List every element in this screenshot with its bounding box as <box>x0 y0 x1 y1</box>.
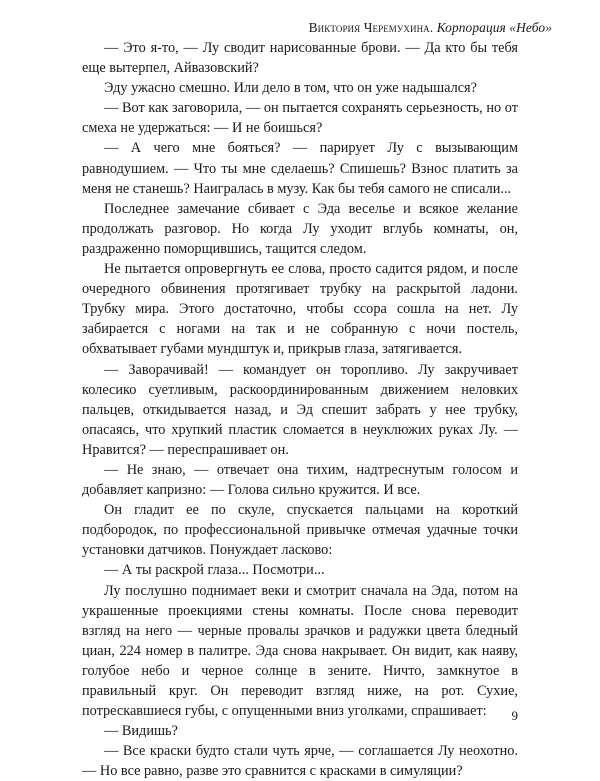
paragraph: — А ты раскрой глаза... Посмотри... <box>104 562 325 579</box>
text-body <box>82 38 518 781</box>
paragraph: — Не знаю, — отвечает она тихим, надтреснутым голосом и добавляет капризно: — Голова сильно кружится. И все. <box>82 461 518 499</box>
paragraph: — Заворачивай! — командует он торопливо. Лу закручивает колесико суетливым, раскоординированным движением неловких пальцев, откидывается назад, и Эд спешит забрать у нее трубку, опасаясь, что хрупкий пластик сломается в неуклюжих руках Лу. — Нравится? — переспрашивает он. <box>82 361 518 458</box>
paragraph: — Все краски будто стали чуть ярче, — соглашается Лу неохотно. — Но все равно, разве это сравнится с красками в симуляции? <box>82 743 518 780</box>
header-title: Корпорация «Небо» <box>436 20 552 35</box>
paragraph: Лу послушно поднимает веки и смотрит сначала на Эда, потом на украшенные проекциями стены комнаты. После снова переводит взгляд на него — черные провалы зрачков и радужки цвета бледный циан, 224 номер в палитре. Эда снова накрывает. Он видит, как наяву, голубое небо и черное солнце в зените. Ничто, замкнутое в правильный круг. Он переводит взгляд ниже, на рот. Сухие, потрескавшиеся губы, с опущенными вниз уголками, спрашивает: <box>82 582 518 720</box>
paragraph: — Это я-то, — Лу сводит нарисованные брови. — Да кто бы тебя еще вытерпел, Айвазовский? <box>82 40 518 77</box>
paragraph: Не пытается опровергнуть ее слова, просто садится рядом, и после очередного обвинения протягивает трубку на раскрытой ладони. Трубку мира. Этого достаточно, чтобы ссора сошла на нет. Лу забирается с ногами на так и не собранную с ночи постель, обхватывает губами мундштук и, прикрыв глаза, затягивается. <box>82 261 518 358</box>
header-author: Виктория Черемухина. <box>308 20 434 35</box>
paragraph: — Видишь? <box>104 723 178 740</box>
paragraph: Он гладит ее по скуле, спускается пальцами на короткий подбородок, по профессиональной привычке отмечая удачные точки установки датчиков. Понуждает ласково: <box>82 502 518 559</box>
paragraph: Последнее замечание сбивает с Эда веселье и всякое желание продолжать разговор. Но когда Лу уходит вглубь комнаты, он, раздраженно поморщившись, тащится следом. <box>82 200 518 257</box>
paragraph: — Вот как заговорила, — он пытается сохранять серьезность, но от смеха не удержаться: — И не боишься? <box>82 100 518 137</box>
paragraph: Эду ужасно смешно. Или дело в том, что он уже надышался? <box>104 80 477 97</box>
running-header <box>309 20 552 36</box>
paragraph: — А чего мне бояться? — парирует Лу с вызывающим равнодушием. — Что ты мне сделаешь? Спишешь? Взнос платить за меня не станешь? Наигралась в музу. Как бы тебя самого не списали... <box>82 140 518 197</box>
page-number: 9 <box>511 708 518 723</box>
